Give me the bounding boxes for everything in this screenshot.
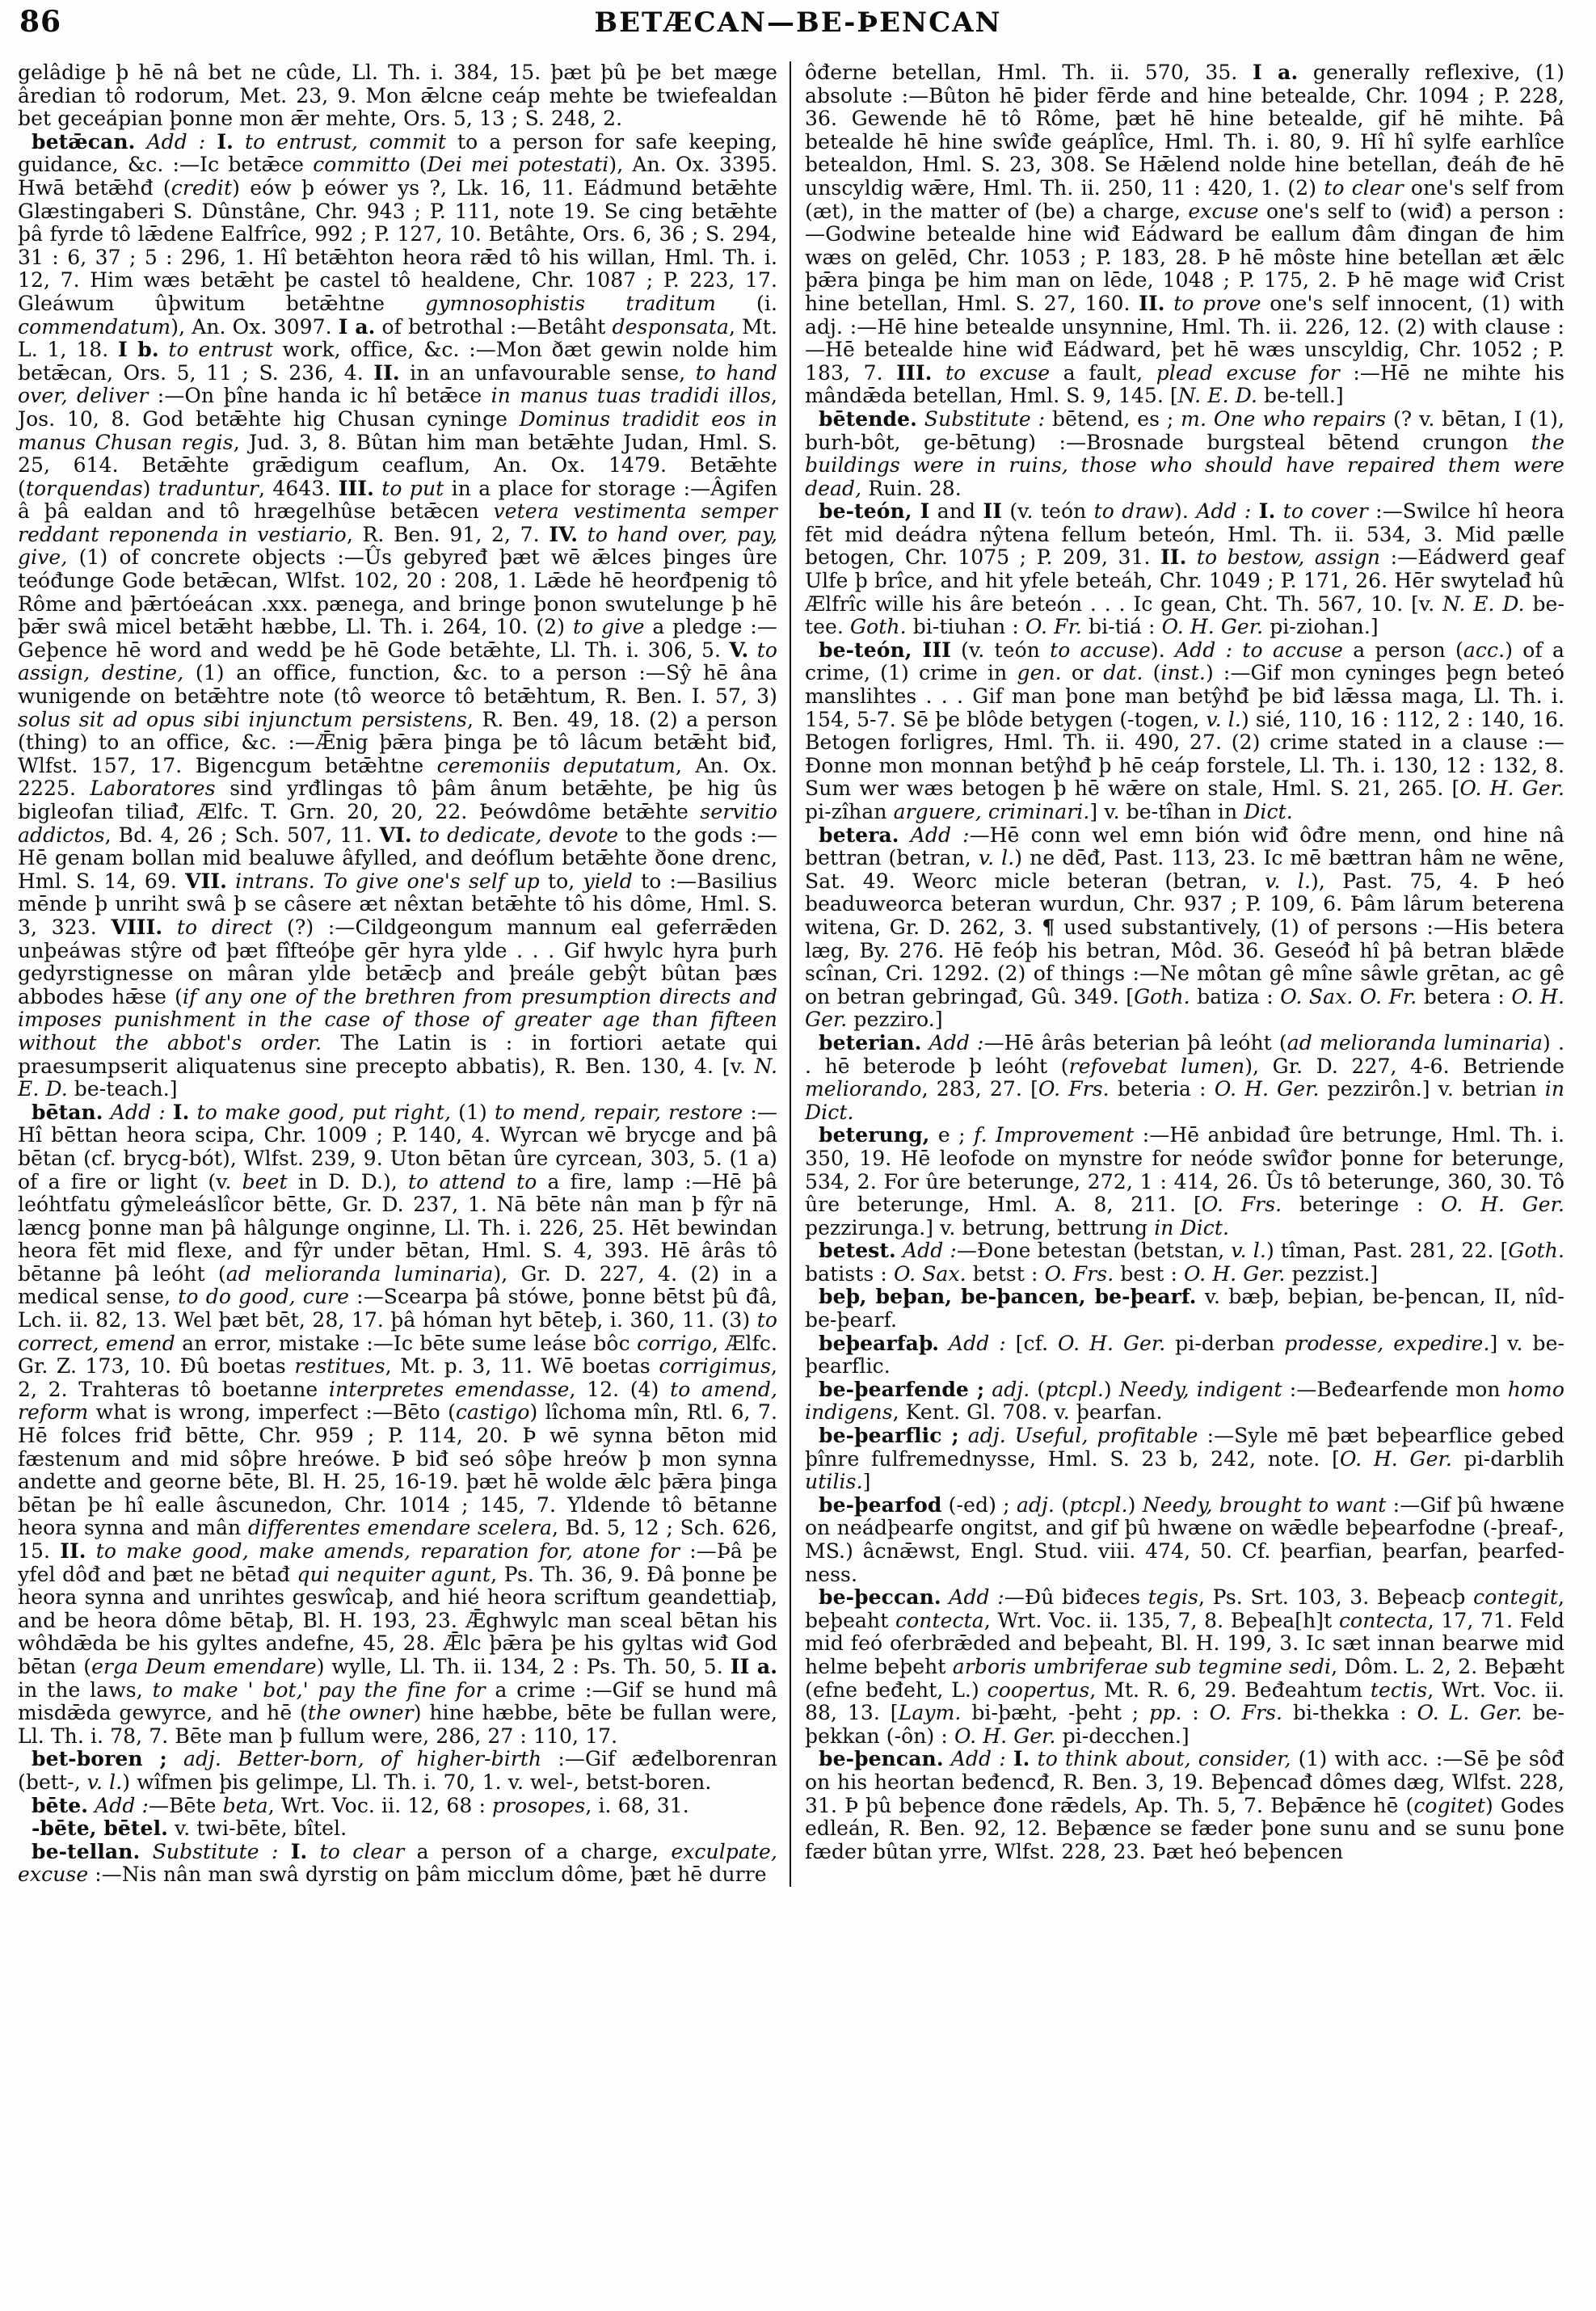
- entry-paragraph: beterian. Add :—Hē ârâs beterian þâ leóht (ad melioranda luminaria) . . hē beterode þ leóht (refovebat lumen), Gr. D. 227, 4-6. Betriende meliorando, 283, 27. [O. Frs. beteria : O. H. Ger. pezzirôn.] v. betrian in Dict.: [805, 1030, 1565, 1124]
- page-number: 86: [19, 5, 62, 39]
- entry-paragraph: bētan. Add : I. to make good, put right, (1) to mend, repair, restore :—Hî bēttan heora scipa, Chr. 1009 ; P. 140, 4. Wyrcan wē brycge and þâ bētan (cf. brycg-bót), Wlfst. 239, 9. Uton bētan ûre cyrcean, 303, 5. (1 a) of a fire or light (v. beet in D. D.), to attend to a fire, lamp :—Hē þâ leóhtfatu gŷmeleáslîcor bētte, Gr. D. 237, 1. Nā bēte nân man þ fŷr nā læncg þonne man þâ hâlgunge onginne, Ll. Th. i. 226, 25. Hēt bewindan heora fēt mid flexe, and fŷr under bētan, Hml. S. 4, 393. Hē ârâs tô bētanne þâ leóht (ad melioranda luminaria), Gr. D. 227, 4. (2) in a medical sense, to do good, cure :—Scearpa þâ stówe, þonne bētst þû đâ, Lch. ii. 82, 13. Wel þæt bēt, 28, 17. þâ hóman hyt bēteþ, i. 360, 11. (3) to correct, emend an error, mistake :—Ic bēte sume leáse bôc corrigo, Ælfc. Gr. Z. 173, 10. Đû boetas restitues, Mt. p. 3, 11. Wē boetas corrigimus, 2, 2. Trahteras tô boetanne interpretes emendasse, 12. (4) to amend, reform what is wrong, imperfect :—Bēto (castigo) lîchoma mîn, Rtl. 6, 7. Hē folces friđ bētte, Chr. 959 ; P. 114, 20. Þ wē synna bēton mid fæstenum and mid sôþre hreówe. Þ biđ seó sôþe hreów þ mon synna andette and georne bēte, Bl. H. 25, 16-19. þæt hē wolde ǣlc þǣra þinga bētan þe hî ealle âscunedon, Chr. 1014 ; 145, 7. Yldende tô bētanne heora synna and mân differentes emendare scelera, Bd. 5, 12 ; Sch. 626, 15. II. to make good, make amends, reparation for, atone for :—Þâ þe yfel dôđ and þæt ne bētađ qui nequiter agunt, Ps. Th. 36, 9. Đâ þonne þe heora synna and unrihtes geswîcaþ, and hié heora scriftum geandettiaþ, and be heora dôme bētaþ, Bl. H. 193, 23. Ǣghwylc man sceal bētan his wôhdǣda be his gyltes andefne, 45, 28. Ǣlc þǣra þe his gyltas wiđ God bētan (erga Deum emendare) wylle, Ll. Th. ii. 134, 2 : Ps. Th. 50, 5. II a. in the laws, to make ' bot,' pay the fine for a crime :—Gif se hund mâ misdǣda gewyrce, and hē (the owner) hine hæbbe, bēte be fullan were, Ll. Th. i. 78, 7. Bēte man þ fullum were, 286, 27 : 110, 17.: [18, 1100, 778, 1748]
- entry-paragraph: betest. Add :—Đone betestan (betstan, v. l.) tîman, Past. 281, 22. [Goth. batists : O. Sax. betst : O. Frs. best : O. H. Ger. pezzist.]: [805, 1239, 1565, 1286]
- entry-paragraph: beterung, e ; f. Improvement :—Hē anbidađ ûre betrunge, Hml. Th. i. 350, 19. Hē leofode on mynstre for neóde swîđor þonne for beterunge, 534, 2. For ûre beterunge, 272, 1 : 414, 26. Ûs tô beterunge, 360, 30. Tô ûre beterunge, Hml. A. 8, 211. [O. Frs. beteringe : O. H. Ger. pezzirunga.] v. betrung, bettrung in Dict.: [805, 1123, 1565, 1240]
- entry-paragraph: beþ, beþan, be-þancen, be-þearf. v. bæþ, beþian, be-þencan, II, nîd-be-þearf.: [805, 1285, 1564, 1332]
- entry-paragraph: bet-boren ; adj. Better-born, of higher-birth :—Gif æđelborenran (bett-, v. l.) wîfmen þis gelimpe, Ll. Th. i. 70, 1. v. wel-, betst-boren.: [18, 1747, 777, 1794]
- entry-paragraph: be-tellan. Substitute : I. to clear a person of a charge, exculpate, excuse :—Nis nân man swâ dyrstig on þâm micclum dôme, þæt hē durre: [18, 1839, 778, 1887]
- entry-paragraph: be-teón, I and II (v. teón to draw). Add : I. to cover :—Swilce hî heora fēt mid deádra nŷtena fellum beteón, Hml. Th. ii. 534, 3. Mid pælle betogen, Chr. 1075 ; P. 209, 31. II. to bestow, assign :—Eádwerd geaf Ulfe þ brîce, and hit yfele beteáh, Chr. 1049 ; P. 171, 26. Hēr swytelađ hû Ælfrîc wille his âre beteón . . . Ic gean, Cht. Th. 567, 10. [v. N. E. D. be-tee. Goth. bi-tiuhan : O. Fr. bi-tiá : O. H. Ger. pi-ziohan.]: [805, 499, 1565, 639]
- entry-paragraph: be-þearfende ; adj. (ptcpl.) Needy, indigent :—Beđearfende mon homo indigens, Kent. Gl. 708. v. þearfan.: [805, 1377, 1565, 1425]
- entry-paragraph: be-þearflic ; adj. Useful, profitable :—Syle mē þæt beþearflice gebed þînre fulfremednysse, Hml. S. 23 b, 242, note. [O. H. Ger. pi-darblih utilis.]: [805, 1424, 1565, 1494]
- page-header: [0, 0, 1596, 57]
- entry-paragraph: beþearfaþ. Add : [cf. O. H. Ger. pi-derban prodesse, expedire.] v. be-þearflic.: [805, 1331, 1565, 1379]
- entry-paragraph: be-þeccan. Add :—Đû biđeces tegis, Ps. Srt. 103, 3. Beþeacþ contegit, beþeaht contecta, Wrt. Voc. ii. 135, 7, 8. Beþea[h]t contecta, 17, 71. Feld mid feó oferbrǣded and beþeaht, Bl. H. 199, 3. Ic sæt innan bearwe mid helme beþeht arboris umbriferae sub tegmine sedi, Dôm. L. 2, 2. Beþæht (efne beđeht, L.) coopertus, Mt. R. 6, 29. Beđeahtum tectis, Wrt. Voc. ii. 88, 13. [Laym. bi-þæht, -þeht ; pp. : O. Frs. bi-thekka : O. L. Ger. be-þekkan (-ôn) : O. H. Ger. pi-decchen.]: [805, 1585, 1565, 1748]
- text-columns: [0, 57, 1596, 1887]
- entry-paragraph: betǣcan. Add : I. to entrust, commit to a person for safe keeping, guidance, &c. :—Ic betǣce committo (Dei mei potestati), An. Ox. 3395. Hwā betǣhđ (credit) eów þ eówer ys ?, Lk. 16, 11. Eádmund betǣhte Glæstingaberi S. Dûnstâne, Chr. 943 ; P. 111, note 19. Se cing betǣhte þâ fyrde tô lǣdene Ealfrîce, 992 ; P. 127, 10. Betâhte, Ors. 6, 36 ; S. 294, 31 : 6, 37 ; 5 : 296, 1. Hî betǣhton heora rǣd tô his willan, Hml. Th. i. 12, 7. Him wæs betǣht þe castel tô healdene, Chr. 1087 ; P. 223, 17. Gleáwum ûþwitum betǣhtne gymnosophistis traditum (i. commendatum), An. Ox. 3097. I a. of betrothal :—Betâht desponsata, Mt. L. 1, 18. I b. to entrust work, office, &c. :—Mon ðæt gewin nolde him betǣcan, Ors. 5, 11 ; S. 236, 4. II. in an unfavourable sense, to hand over, deliver :—On þîne handa ic hî betǣce in manus tuas tradidi illos, Jos. 10, 8. God betǣhte hig Chusan cyninge Dominus tradidit eos in manus Chusan regis, Jud. 3, 8. Bûtan him man betǣhte Judan, Hml. S. 25, 614. Betǣhte grǣdigum ceaflum, An. Ox. 1479. Betǣhte (torquendas) traduntur, 4643. III. to put in a place for storage :—Âgifen â þâ ealdan and tô hrægelhûse betǣcen vetera vestimenta semper reddant reponenda in vestiario, R. Ben. 91, 2, 7. IV. to hand over, pay, give, (1) of concrete objects :—Ûs gebyređ þæt wē ǣlces þinges ûre teóđunge Gode betǣcan, Wlfst. 102, 20 : 208, 1. Lǣde hē heorđpenig tô Rôme and þǣrtóeácan .xxx. pænega, and bringe þonon swutelunge þ hē þǣr swâ micel betǣht hæbbe, Ll. Th. i. 264, 10. (2) to give a pledge :—Geþence hē word and wedd þe hē Gode betǣhte, Ll. Th. i. 306, 5. V. to assign, destine, (1) an office, function, &c. to a person :—Sŷ hē âna wunigende on betǣhtre note (tô weorce tô betǣhtum, R. Ben. I. 57, 3) solus sit ad opus sibi injunctum persistens, R. Ben. 49, 18. (2) a person (thing) to an office, &c. :—Ǣnig þǣra þinga þe tô lâcum betǣht biđ, Wlfst. 157, 17. Bigencgum betǣhtne ceremoniis deputatum, An. Ox. 2225. Laboratores sind yrđlingas tô þâm ânum betǣhte, þe hig ûs bigleofan tiliađ, Ælfc. T. Grn. 20, 20, 22. Þeówdôme betǣhte servitio addictos, Bd. 4, 26 ; Sch. 507, 11. VI. to dedicate, devote to the gods :—Hē genam bollan mid bealuwe âfylled, and deóflum betǣhte ðone drenc, Hml. S. 14, 69. VII. intrans. To give one's self up to, yield to :—Basilius mēnde þ unriht swâ þ se câsere æt nêxtan betǣhte tô his dôme, Hml. S. 3, 323. VIII. to direct (?) :—Cildgeongum mannum eal geferrǣden unþeáwas stŷre ođ þæt fîfteóþe gēr hyra ylde . . . Gif hwylc hyra þurh gedyrstignesse on mâran ylde betǣcþ and þreále gebŷt bûtan þæs abbodes hǣse (if any one of the brethren from presumption directs and imposes punishment in the case of those of greater age than fifteen without the abbot's order. The Latin is : in fortiori aetate qui praesumpserit aliquatenus sine precepto abbatis), R. Ben. 130, 4. [v. N. E. D. be-teach.]: [18, 129, 778, 1101]
- page-title: BETÆCAN—BE-ÞENCAN: [594, 6, 1002, 39]
- entry-paragraph: be-þearfod (-ed) ; adj. (ptcpl.) Needy, brought to want :—Gif þû hwæne on neádþearfe ongitst, and gif þû hwæne on wǣdle beþearfodne (-þreaf-, MS.) âcnǣwst, Engl. Stud. viii. 474, 50. Cf. þearfian, þearfan, þearfed-ness.: [805, 1492, 1565, 1586]
- right-column: [791, 61, 1564, 1887]
- entry-paragraph: be-þencan. Add : I. to think about, consider, (1) with acc. :—Sē þe sôđ on his heortan beđencđ, R. Ben. 3, 19. Beþencađ dômes dæg, Wlfst. 228, 31. Þ þû beþence đone rǣdels, Ap. Th. 5, 7. Beþǣnce hē (cogitet) Godes edleán, R. Ben. 92, 12. Beþænce se fæder þone sunu and se sunu þone fæder bûtan yrre, Wlfst. 228, 23. Þæt heó beþencen: [805, 1747, 1565, 1863]
- entry-paragraph: gelâdige þ hē nâ bet ne cûde, Ll. Th. i. 384, 15. þæt þû þe bet mæge âredian tô rodorum, Met. 23, 9. Mon ǣlcne ceáp mehte be twiefealdan bet geceápian þonne mon ǣr mehte, Ors. 5, 13 ; S. 248, 2.: [18, 61, 777, 131]
- entry-paragraph: bētende. Substitute : bētend, es ; m. One who repairs (? v. bētan, I (1), burh-bôt, ge-bētung) :—Brosnade burgsteal bētend crungon the buildings were in ruins, those who should have repaired them were dead, Ruin. 28.: [805, 406, 1565, 500]
- left-column: [18, 61, 790, 1887]
- entry-paragraph: -bēte, bētel. v. twi-bēte, bîtel.: [32, 1816, 347, 1841]
- entry-paragraph: betera. Add :—Hē conn wel emn bión wiđ ôđre menn, ond hine nâ bettran (betran, v. l.) ne dēđ, Past. 113, 23. Ic mē bættran hâm ne wēne, Sat. 49. Weorc micle beteran (betran, v. l.), Past. 75, 4. Þ heó beaduweorca beteran wurdun, Chr. 937 ; P. 109, 6. Þâm lârum beterena witena, Gr. D. 262, 3. ¶ used substantively, (1) of persons :—His betera læg, By. 276. Hē feóþ his betran, Môd. 36. Geseóđ hî þâ betran blǣde scînan, Cri. 1292. (2) of things :—Ne môtan gê mîne sâwle grētan, ac gê on betran gebringađ, Gû. 349. [Goth. batiza : O. Sax. O. Fr. betera : O. H. Ger. pezziro.]: [805, 823, 1564, 1032]
- entry-paragraph: be-teón, III (v. teón to accuse). Add : to accuse a person (acc.) of a crime, (1) crime in gen. or dat. (inst.) :—Gif mon cyninges þegn beteó manslihtes . . . Gif man þone man betŷhđ þe biđ lǣssa maga, Ll. Th. i. 154, 5-7. Sē þe blôde betygen (-togen, v. l.) sié, 110, 16 : 112, 2 : 140, 16. Betogen forligres, Hml. Th. ii. 490, 27. (2) crime stated in a clause :—Đonne mon monnan betŷhđ þ hē ceáp forstele, Ll. Th. i. 130, 12 : 132, 8. Sum wer wæs betogen þ hē wǣre on stale, Hml. S. 21, 265. [O. H. Ger. pi-zîhan arguere, criminari.] v. be-tîhan in Dict.: [805, 638, 1564, 823]
- entry-paragraph: ôđerne betellan, Hml. Th. ii. 570, 35. I a. generally reflexive, (1) absolute :—Bûton hē þider fērde and hine betealde, Chr. 1094 ; P. 228, 36. Gewende hē tô Rôme, þæt hē hine betealde, gif hē mihte. Þâ betealde hē hine swîđe geáplîce, Hml. Th. i. 80, 9. Hî hî sylfe earhlîce betealdon, Hml. S. 23, 308. Se Hǣlend nolde hine betellan, đeáh đe hē unscyldig wǣre, Hml. Th. ii. 250, 11 : 420, 1. (2) to clear one's self from (æt), in the matter of (be) a charge, excuse one's self to (wiđ) a person :—Godwine betealde hine wiđ Eádward be eallum đâm đingan đe him wæs on gelēd, Chr. 1053 ; P. 183, 28. Þ hē môste hine betellan æt ǣlc þǣra þinga þe him man on lēde, 1048 ; P. 175, 2. Þ hē mage wiđ Crist hine betellan, Hml. S. 27, 160. II. to prove one's self innocent, (1) with adj. :—Hē hine betealde unsynnine, Hml. Th. ii. 226, 12. (2) with clause :—Hē betealde hine wiđ Eádward, þet hē wæs unscyldig, Chr. 1052 ; P. 183, 7. III. to excuse a fault, plead excuse for :—Hē ne mihte his mândǣda betellan, Hml. S. 9, 145. [N. E. D. be-tell.]: [805, 61, 1565, 408]
- entry-paragraph: bēte. Add :—Bēte beta, Wrt. Voc. ii. 12, 68 : prosopes, i. 68, 31.: [32, 1793, 689, 1817]
